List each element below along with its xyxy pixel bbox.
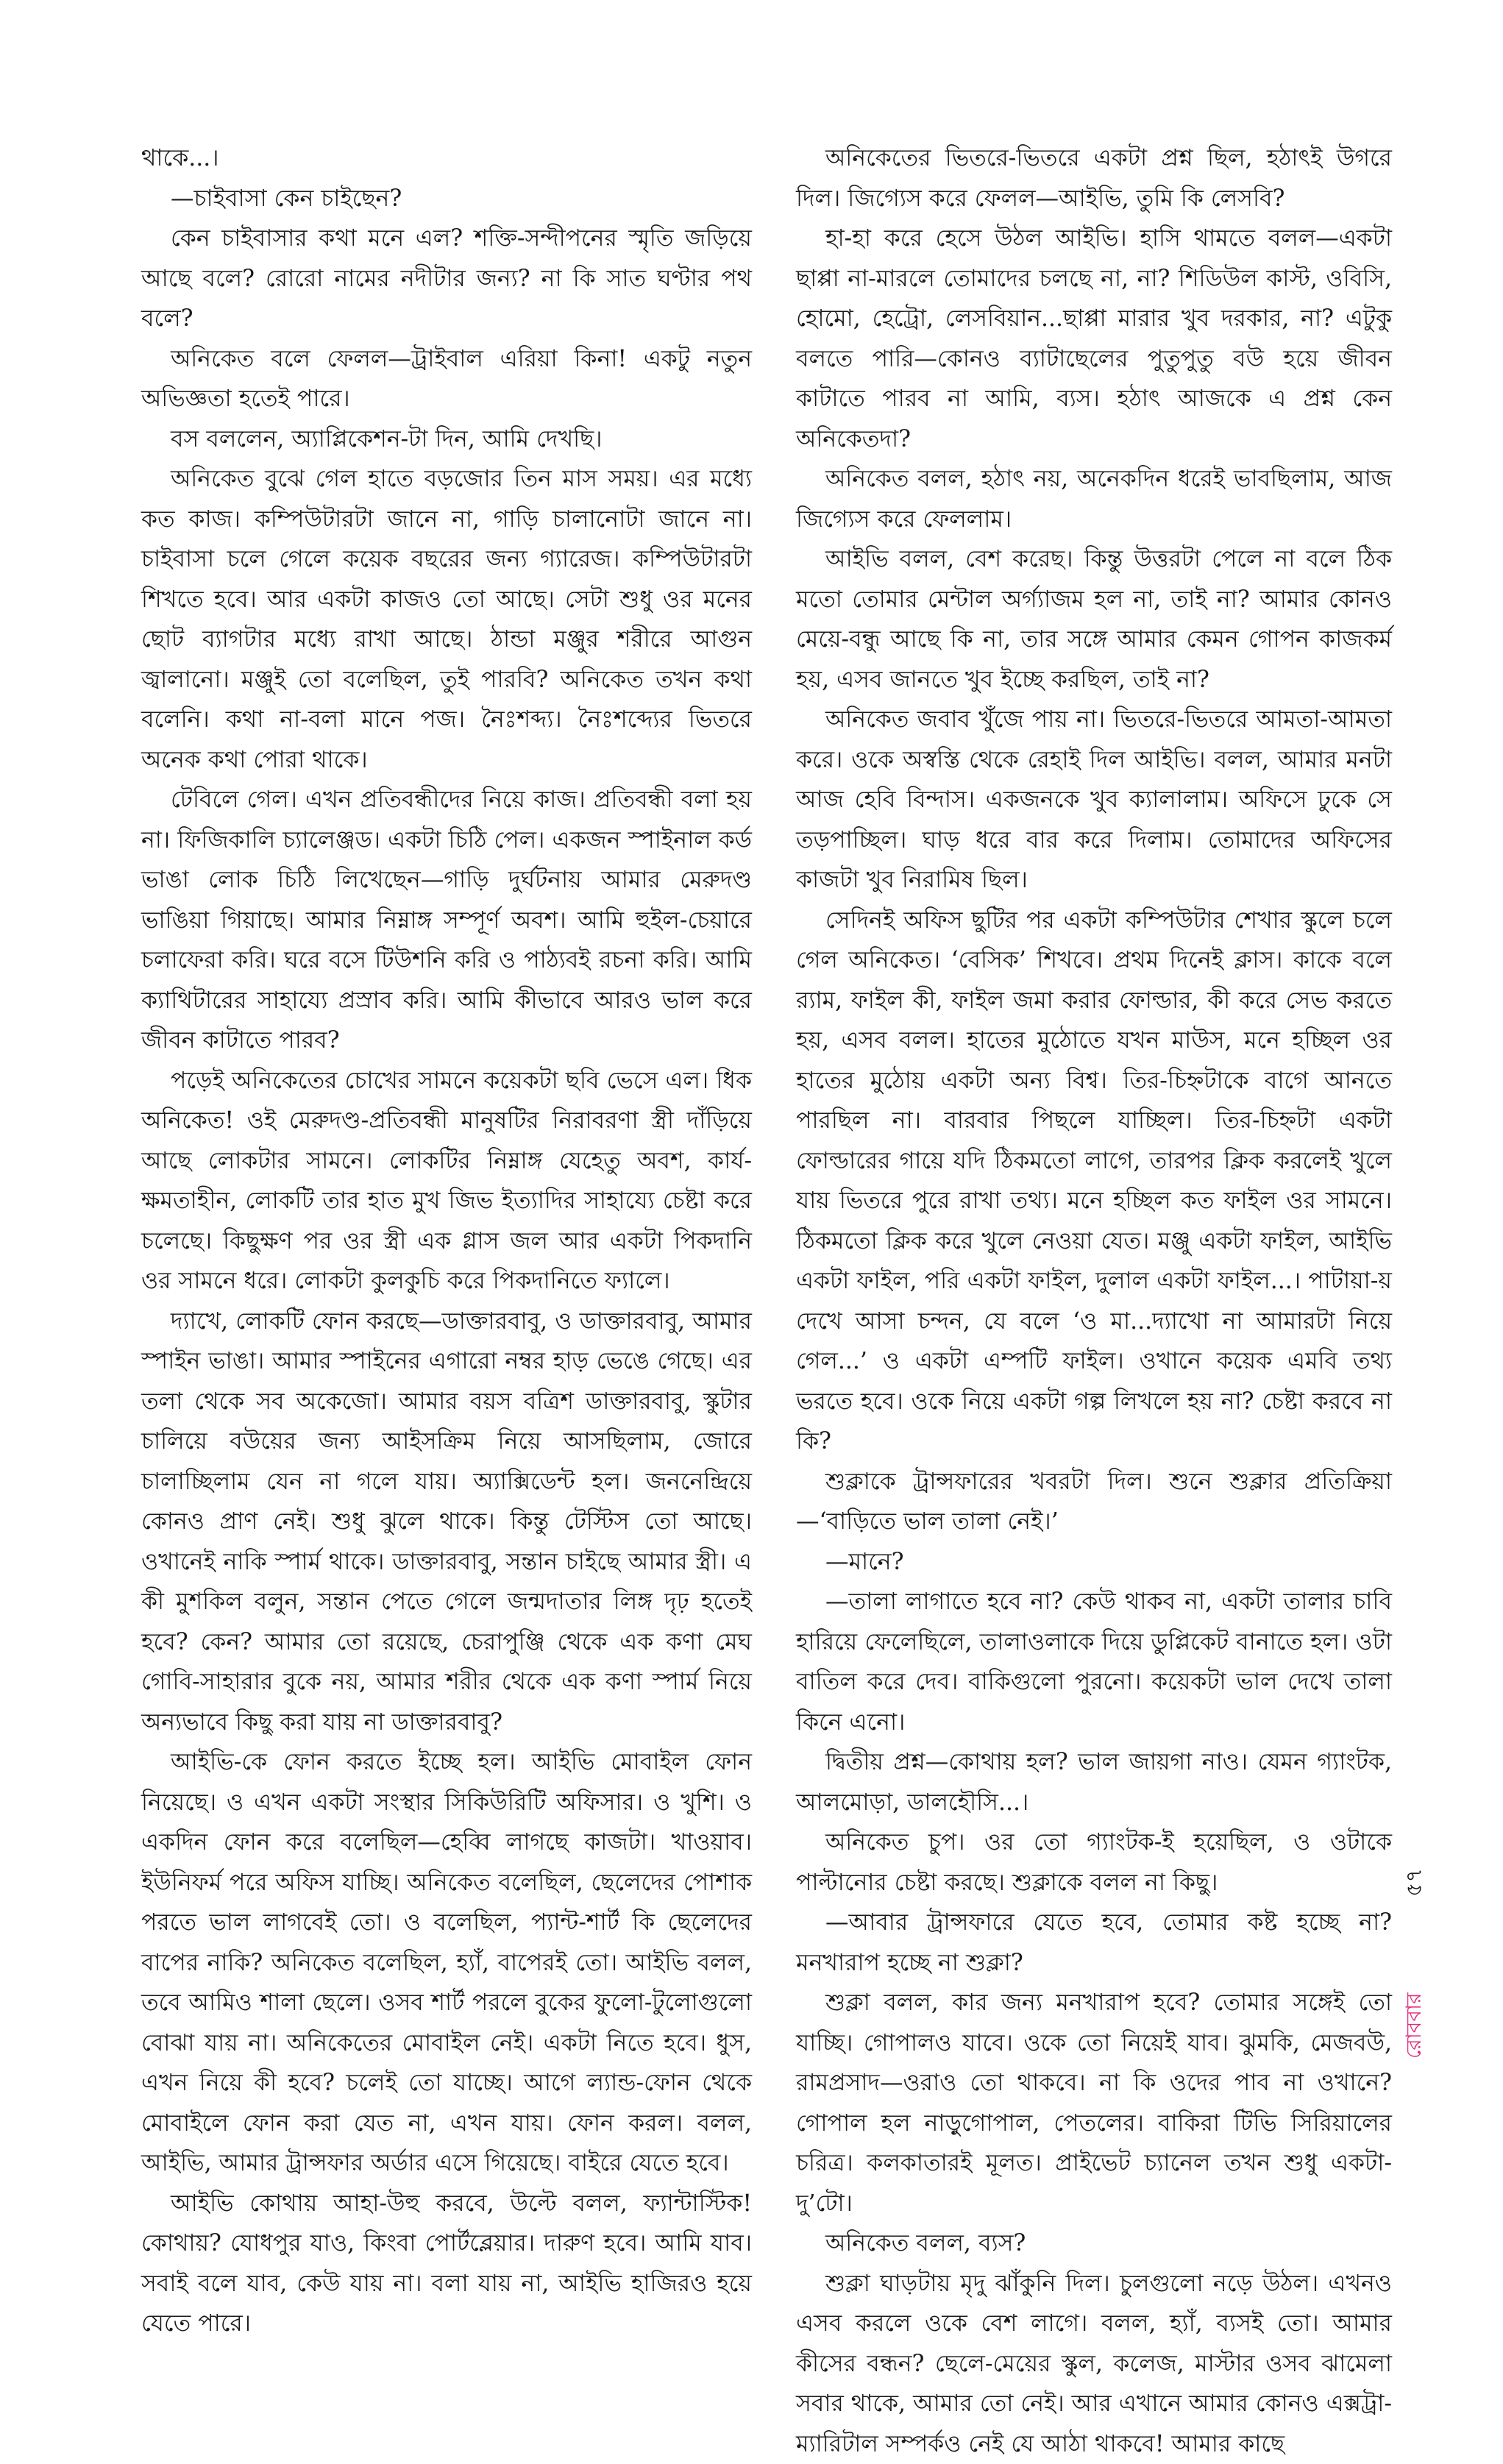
paragraph: শুক্লাকে ট্রান্সফারের খবরটা দিল। শুনে শুক্লার প্রতিক্রিয়া—‘বাড়িতে ভাল তালা নেই।’: [796, 1462, 1392, 1542]
paragraph: বস বললেন, অ্যাপ্লিকেশন-টা দিন, আমি দেখছি।: [141, 419, 752, 460]
left-text-column: [141, 138, 752, 2140]
right-text-column: [796, 138, 1392, 2140]
paragraph: শুক্লা ঘাড়টায় মৃদু ঝাঁকুনি দিল। চুলগুলো নড়ে উঠল। এখনও এসব করলে ওকে বেশ লাগে। বলল, হ্যাঁ, ব্যসই তো। আমার কীসের বন্ধন? ছেলে-মেয়ের স্কুল, কলেজ, মাস্টার ওসব ঝামেলা সবার থাকে, আমার তো নেই। আর এখানে আমার কোনও এক্সট্রা-ম্যারিটাল সম্পর্কও নেই যে আঠা থাকবে! আমার কাছে: [796, 2264, 1392, 2464]
paragraph: —মানে?: [796, 1542, 1392, 1583]
paragraph: দ্যাখে, লোকটি ফোন করছে—ডাক্তারবাবু, ও ডাক্তারবাবু, আমার স্পাইন ভাঙা। আমার স্পাইনের এগারো নম্বর হাড় ভেঙে গেছে। এর তলা থেকে সব অকেজো। আমার বয়স বত্রিশ ডাক্তারবাবু, স্কুটার চালিয়ে বউয়ের জন্য আইসক্রিম নিয়ে আসছিলাম, জোরে চালাচ্ছিলাম যেন না গলে যায়। অ্যাক্সিডেন্ট হল। জননেন্দ্রিয়ে কোনও প্রাণ নেই। শুধু ঝুলে থাকে। কিন্তু টেস্টিস তো আছে। ওখানেই নাকি স্পার্ম থাকে। ডাক্তারবাবু, সন্তান চাইছে আমার স্ত্রী। এ কী মুশকিল বলুন, সন্তান পেতে গেলে জন্মদাতার লিঙ্গ দৃঢ় হতেই হবে? কেন? আমার তো রয়েছে, চেরাপুঞ্জি থেকে এক কণা মেঘ গোবি-সাহারার বুকে নয়, আমার শরীর থেকে এক কণা স্পার্ম নিয়ে অন্যভাবে কিছু করা যায় না ডাক্তারবাবু?: [141, 1302, 752, 1743]
paragraph: অনিকেত জবাব খুঁজে পায় না। ভিতরে-ভিতরে আমতা-আমতা করে। ওকে অস্বস্তি থেকে রেহাই দিল আইভি। বলল, আমার মনটা আজ হেবি বিন্দাস। একজনকে খুব ক্যালালাম। অফিসে ঢুকে সে তড়পাচ্ছিল। ঘাড় ধরে বার করে দিলাম। তোমাদের অফিসের কাজটা খুব নিরামিষ ছিল।: [796, 700, 1392, 901]
paragraph: আইভি বলল, বেশ করেছ। কিন্তু উত্তরটা পেলে না বলে ঠিক মতো তোমার মেন্টাল অর্গ্যাজম হল না, তাই না? আমার কোনও মেয়ে-বন্ধু আছে কি না, তার সঙ্গে আমার কেমন গোপন কাজকর্ম হয়, এসব জানতে খুব ইচ্ছে করছিল, তাই না?: [796, 539, 1392, 700]
paragraph: হা-হা করে হেসে উঠল আইভি। হাসি থামতে বলল—একটা ছাপ্পা না-মারলে তোমাদের চলছে না, না? শিডিউল কাস্ট, ওবিসি, হোমো, হেট্রো, লেসবিয়ান...ছাপ্পা মারার খুব দরকার, না? এটুকু বলতে পারি—কোনও ব্যাটাছেলের পুতুপুতু বউ হয়ে জীবন কাটাতে পারব না আমি, ব্যস। হঠাৎ আজকে এ প্রশ্ন কেন অনিকেতদা?: [796, 219, 1392, 459]
paragraph: আইভি কোথায় আহা-উহু করবে, উল্টে বলল, ফ্যান্টাস্টিক! কোথায়? যোধপুর যাও, কিংবা পোর্টব্লেয়ার। দারুণ হবে। আমি যাব। সবাই বলে যাব, কেউ যায় না। বলা যায় না, আইভি হাজিরও হয়ে যেতে পারে।: [141, 2184, 752, 2344]
paragraph: অনিকেত বলে ফেলল—ট্রাইবাল এরিয়া কিনা! একটু নতুন অভিজ্ঞতা হতেই পারে।: [141, 339, 752, 419]
paragraph: —তালা লাগাতে হবে না? কেউ থাকব না, একটা তালার চাবি হারিয়ে ফেলেছিলে, তালাওলাকে দিয়ে ডুপ্লিকেট বানাতে হল। ওটা বাতিল করে দেব। বাকিগুলো পুরনো। কয়েকটা ভাল দেখে তালা কিনে এনো।: [796, 1582, 1392, 1742]
paragraph: সেদিনই অফিস ছুটির পর একটা কম্পিউটার শেখার স্কুলে চলে গেল অনিকেত। ‘বেসিক’ শিখবে। প্রথম দিনেই ক্লাস। কাকে বলে র‍্যাম, ফাইল কী, ফাইল জমা করার ফোল্ডার, কী করে সেভ করতে হয়, এসব বলল। হাতের মুঠোতে যখন মাউস, মনে হচ্ছিল ওর হাতের মুঠোয় একটা অন্য বিশ্ব। তির-চিহ্নটাকে বাগে আনতে পারছিল না। বারবার পিছলে যাচ্ছিল। তির-চিহ্নটা একটা ফোল্ডারের গায়ে যদি ঠিকমতো লাগে, তারপর ক্লিক করলেই খুলে যায় ভিতরে পুরে রাখা তথ্য। মনে হচ্ছিল কত ফাইল ওর সামনে। ঠিকমতো ক্লিক করে খুলে নেওয়া যেত। মঞ্জু একটা ফাইল, আইভি একটা ফাইল, পরি একটা ফাইল, দুলাল একটা ফাইল...। পাটায়া-য় দেখে আসা চন্দন, যে বলে ‘ও মা...দ্যাখো না আমারটা নিয়ে গেল...’ ও একটা এম্পটি ফাইল। ওখানে কয়েক এমবি তথ্য ভরতে হবে। ওকে নিয়ে একটা গল্প লিখলে হয় না? চেষ্টা করবে না কি?: [796, 901, 1392, 1462]
paragraph: কেন চাইবাসার কথা মনে এল? শক্তি-সন্দীপনের স্মৃতি জড়িয়ে আছে বলে? রোরো নামের নদীটার জন্য? না কি সাত ঘণ্টার পথ বলে?: [141, 219, 752, 339]
paragraph: টেবিলে গেল। এখন প্রতিবন্ধীদের নিয়ে কাজ। প্রতিবন্ধী বলা হয় না। ফিজিকালি চ্যালেঞ্জড। একটা চিঠি পেল। একজন স্পাইনাল কর্ড ভাঙা লোক চিঠি লিখেছেন—গাড়ি দুর্ঘটনায় আমার মেরুদণ্ড ভাঙিয়া গিয়াছে। আমার নিম্নাঙ্গ সম্পূর্ণ অবশ। আমি হুইল-চেয়ারে চলাফেরা করি। ঘরে বসে টিউশনি করি ও পাঠ্যবই রচনা করি। আমি ক্যাথিটারের সাহায্যে প্রস্রাব করি। আমি কীভাবে আরও ভাল করে জীবন কাটাতে পারব?: [141, 780, 752, 1061]
page-number: ৫৭: [1396, 1845, 1434, 1897]
paragraph: শুক্লা বলল, কার জন্য মনখারাপ হবে? তোমার সঙ্গেই তো যাচ্ছি। গোপালও যাবে। ওকে তো নিয়েই যাব। ঝুমকি, মেজবউ, রামপ্রসাদ—ওরাও তো থাকবে। না কি ওদের পাব না ওখানে? গোপাল হল নাড়ুগোপাল, পেতলের। বাকিরা টিভি সিরিয়ালের চরিত্র। কলকাতারই মূলত। প্রাইভেট চ্যানেল তখন শুধু একটা-দু’টো।: [796, 1983, 1392, 2223]
paragraph: —আবার ট্রান্সফারে যেতে হবে, তোমার কষ্ট হচ্ছে না? মনখারাপ হচ্ছে না শুক্লা?: [796, 1903, 1392, 1983]
paragraph: আইভি-কে ফোন করতে ইচ্ছে হল। আইভি মোবাইল ফোন নিয়েছে। ও এখন একটা সংস্থার সিকিউরিটি অফিসার। ও খুশি। ও একদিন ফোন করে বলেছিল—হেব্বি লাগছে কাজটা। খাওয়াব। ইউনিফর্ম পরে অফিস যাচ্ছি। অনিকেত বলেছিল, ছেলেদের পোশাক পরতে ভাল লাগবেই তো। ও বলেছিল, প্যান্ট-শার্ট কি ছেলেদের বাপের নাকি? অনিকেত বলেছিল, হ্যাঁ, বাপেরই তো। আইভি বলল, তবে আমিও শালা ছেলে। ওসব শার্ট পরলে বুকের ফুলো-টুলোগুলো বোঝা যায় না। অনিকেতের মোবাইল নেই। একটা নিতে হবে। ধুস, এখন নিয়ে কী হবে? চলেই তো যাচ্ছে। আগে ল্যান্ড-ফোন থেকে মোবাইলে ফোন করা যেত না, এখন যায়। ফোন করল। বলল, আইভি, আমার ট্রান্সফার অর্ডার এসে গিয়েছে। বাইরে যেতে হবে।: [141, 1742, 752, 2184]
paragraph: অনিকেত বলল, ব্যস?: [796, 2223, 1392, 2264]
paragraph: —চাইবাসা কেন চাইছেন?: [141, 179, 752, 219]
paragraph: দ্বিতীয় প্রশ্ন—কোথায় হল? ভাল জায়গা নাও। যেমন গ্যাংটক, আলমোড়া, ডালহৌসি...।: [796, 1742, 1392, 1822]
paragraph: পড়েই অনিকেতের চোখের সামনে কয়েকটা ছবি ভেসে এল। ধিক অনিকেত! ওই মেরুদণ্ড-প্রতিবন্ধী মানুষটির নিরাবরণা স্ত্রী দাঁড়িয়ে আছে লোকটার সামনে। লোকটির নিম্নাঙ্গ যেহেতু অবশ, কার্য-ক্ষমতাহীন, লোকটি তার হাত মুখ জিভ ইত্যাদির সাহায্যে চেষ্টা করে চলেছে। কিছুক্ষণ পর ওর স্ত্রী এক গ্লাস জল আর একটা পিকদানি ওর সামনে ধরে। লোকটা কুলকুচি করে পিকদানিতে ফ্যালে।: [141, 1061, 752, 1302]
paragraph: অনিকেতের ভিতরে-ভিতরে একটা প্রশ্ন ছিল, হঠাৎই উগরে দিল। জিগ্যেস করে ফেলল—আইভি, তুমি কি লেসবি?: [796, 138, 1392, 219]
paragraph: অনিকেত বলল, হঠাৎ নয়, অনেকদিন ধরেই ভাবছিলাম, আজ জিগ্যেস করে ফেললাম।: [796, 459, 1392, 539]
magazine-section-label: রোববার: [1398, 1978, 1442, 2059]
paragraph: অনিকেত বুঝে গেল হাতে বড়জোর তিন মাস সময়। এর মধ্যে কত কাজ। কম্পিউটারটা জানে না, গাড়ি চালানোটা জানে না। চাইবাসা চলে গেলে কয়েক বছরের জন্য গ্যারেজ। কম্পিউটারটা শিখতে হবে। আর একটা কাজও তো আছে। সেটা শুধু ওর মনের ছোট ব্যাগটার মধ্যে রাখা আছে। ঠান্ডা মঞ্জুর শরীরে আগুন জ্বালানো। মঞ্জুই তো বলেছিল, তুই পারবি? অনিকেত তখন কথা বলেনি। কথা না-বলা মানে পজ। নৈঃশব্দ্য। নৈঃশব্দ্যের ভিতরে অনেক কথা পোরা থাকে।: [141, 459, 752, 780]
paragraph: অনিকেত চুপ। ওর তো গ্যাংটক-ই হয়েছিল, ও ওটাকে পাল্টানোর চেষ্টা করছে। শুক্লাকে বলল না কিছু।: [796, 1822, 1392, 1903]
paragraph: থাকে...।: [141, 138, 752, 179]
